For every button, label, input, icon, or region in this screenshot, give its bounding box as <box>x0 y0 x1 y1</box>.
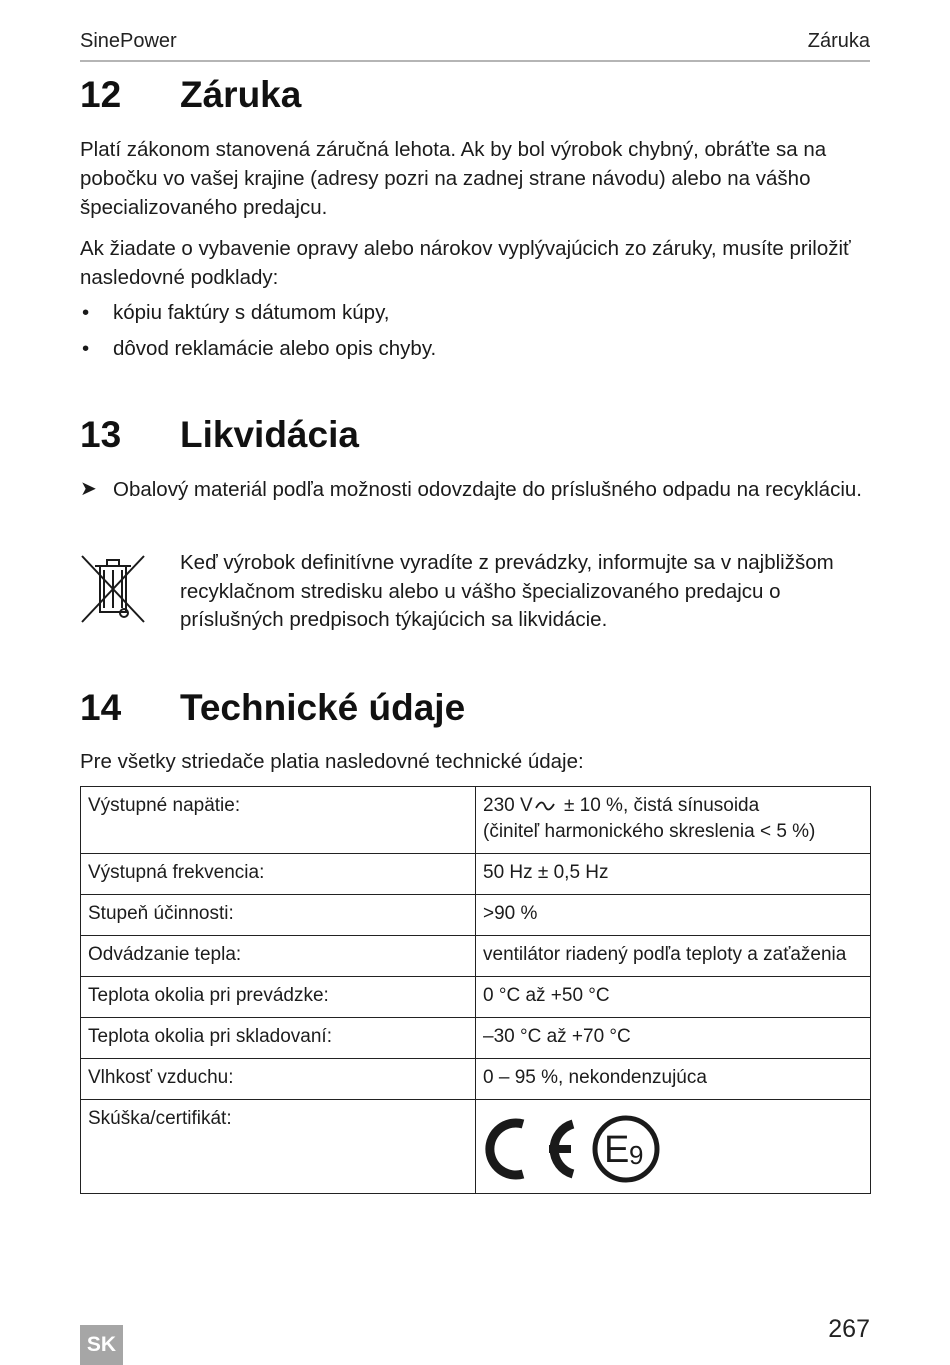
section-heading: Záruka <box>180 74 302 115</box>
section-number: 14 <box>80 687 122 728</box>
list-item: • dôvod reklamácie alebo opis chyby. <box>80 334 870 363</box>
section-title-disposal <box>80 414 359 456</box>
spec-label: Teplota okolia pri skladovaní: <box>81 1018 476 1059</box>
disposal-note: Keď výrobok definitívne vyradíte z prevádzky, informujte sa v najbližšom recyklačnom stredisku alebo u vášho špecializovaného predajcu o príslušných predpisoch týkajúcich sa likvidácie. <box>180 551 834 631</box>
section-heading: Technické údaje <box>180 687 466 728</box>
e9-approval-mark-icon <box>591 1114 661 1184</box>
section-number: 12 <box>80 74 122 115</box>
table-row <box>81 787 871 854</box>
section-title-technical-data <box>80 687 465 729</box>
spec-label: Výstupné napätie: <box>81 787 476 854</box>
spec-value: 0 – 95 %, nekondenzujúca <box>476 1059 871 1100</box>
spec-label: Vlhkosť vzduchu: <box>81 1059 476 1100</box>
harmonic-distortion-note: (činiteľ harmonického skreslenia < 5 %) <box>483 821 816 842</box>
spec-value: >90 % <box>476 895 871 936</box>
table-row <box>81 1100 871 1194</box>
table-row <box>81 977 871 1018</box>
header-chapter-name: Záruka <box>807 30 870 52</box>
list-item: • kópiu faktúry s dátumom kúpy, <box>80 298 870 327</box>
required-documents-list <box>80 298 870 370</box>
table-row <box>81 1059 871 1100</box>
page-number: 267 <box>828 1315 870 1343</box>
spec-value: 0 °C až +50 °C <box>476 977 871 1018</box>
voltage-tolerance: ± 10 %, čistá sínusoida <box>563 795 760 816</box>
spec-value: 50 Hz ± 0,5 Hz <box>476 854 871 895</box>
packaging-instruction <box>80 475 870 504</box>
ce-mark-icon <box>483 1116 579 1182</box>
spec-label: Skúška/certifikát: <box>81 1100 476 1194</box>
voltage-value: 230 V <box>483 795 533 816</box>
section-number: 13 <box>80 414 122 455</box>
technical-data-table <box>80 786 871 1194</box>
spec-value: –30 °C až +70 °C <box>476 1018 871 1059</box>
table-row <box>81 1018 871 1059</box>
packaging-instruction-text: Obalový materiál podľa možnosti odovzdajte do príslušného odpadu na recykláciu. <box>113 478 862 501</box>
table-row <box>81 936 871 977</box>
bullet-icon: • <box>82 337 90 360</box>
language-badge: SK <box>80 1325 123 1365</box>
warranty-claim-paragraph: Ak žiadate o vybavenie opravy alebo nárokov vyplývajúcich zo záruky, musíte priložiť nasledovné podklady: <box>80 237 851 289</box>
spec-label: Teplota okolia pri prevádzke: <box>81 977 476 1018</box>
spec-value: ventilátor riadený podľa teploty a zaťaženia <box>476 936 871 977</box>
spec-value <box>476 1100 871 1194</box>
svg-text:9: 9 <box>629 1140 644 1170</box>
bullet-icon: • <box>82 301 90 324</box>
table-row <box>81 854 871 895</box>
table-row <box>81 895 871 936</box>
crossed-out-wheelie-bin-icon <box>80 552 146 624</box>
header-product-name: SinePower <box>80 30 177 52</box>
technical-data-intro: Pre všetky striedače platia nasledovné technické údaje: <box>80 750 584 773</box>
spec-label: Stupeň účinnosti: <box>81 895 476 936</box>
arrow-icon: ➤ <box>80 478 97 500</box>
warranty-paragraph: Platí zákonom stanovená záručná lehota. Ak by bol výrobok chybný, obráťte sa na pobočku vo vašej krajine (adresy pozri na zadnej strane návodu) alebo na vášho špecializovaného predajcu. <box>80 138 827 219</box>
alternating-current-icon <box>535 801 555 811</box>
spec-label: Výstupná frekvencia: <box>81 854 476 895</box>
section-title-warranty <box>80 74 301 116</box>
spec-value <box>476 787 871 854</box>
section-heading: Likvidácia <box>180 414 359 455</box>
spec-label: Odvádzanie tepla: <box>81 936 476 977</box>
page-header <box>80 28 870 62</box>
svg-text:E: E <box>604 1129 630 1171</box>
